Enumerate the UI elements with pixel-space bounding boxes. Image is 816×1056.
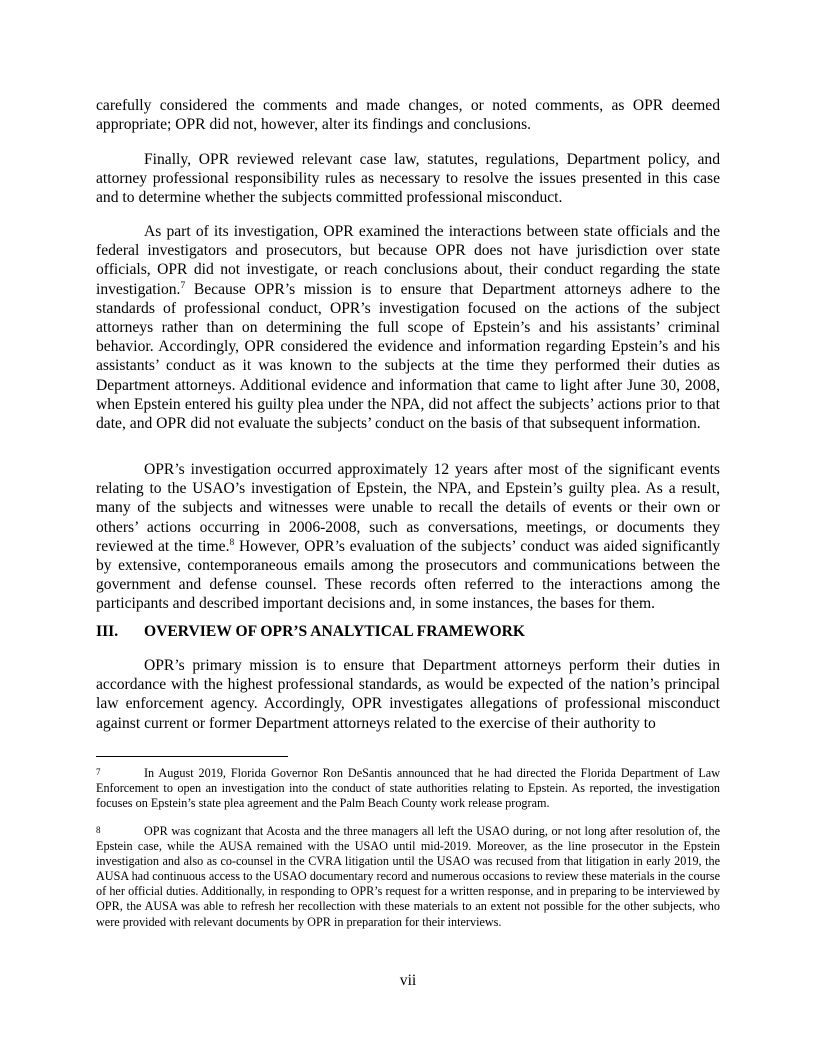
paragraph-mission xyxy=(96,656,720,733)
footnote-mark: 8 xyxy=(96,825,101,835)
footnote-text: OPR was cognizant that Acosta and the three managers all left the USAO during, or not long after resolution of, the Epstein case, while the AUSA remained with the USAO until mid-2019. Moreover, as the line prosecutor in the Epstein investigation and also as co-counsel in the CVRA litigation until the USAO was recused from that litigation in early 2019, the AUSA had continuous access to the USAO documentary record and numerous occasions to review these materials in the course of her official duties. Additionally, in responding to OPR’s request for a written response, and in preparing to be interviewed by OPR, the AUSA was able to refresh her recollection with these materials to an extent not possible for the other subjects, who were provided with relevant documents by OPR in preparation for their interviews. xyxy=(96,824,720,929)
paragraph-state-officials xyxy=(96,222,720,433)
footnote-reference-7[interactable]: 7 xyxy=(180,280,186,291)
footnote-reference-8[interactable]: 8 xyxy=(229,537,235,548)
paragraph-timing xyxy=(96,460,720,614)
footnote-mark: 7 xyxy=(96,767,101,777)
paragraph-text: Finally, OPR reviewed relevant case law, statutes, regulations, Department policy, and attorney professional responsibility rules as necessary to resolve the issues presented in this case and to determine whether the subjects committed professional misconduct. xyxy=(96,151,720,207)
paragraph-text xyxy=(96,222,720,433)
paragraph-text-part: OPR’s investigation occurred approximately 12 years after most of the significant events relating to the USAO’s investigation of Epstein, the NPA, and Epstein’s guilty plea. As a result, many of the subjects and witnesses were unable to recall the details of events or their own or others’ actions occurring in 2006-2008, such as conversations, meetings, or documents they reviewed at the time. xyxy=(96,461,720,555)
paragraph-text-part: As part of its investigation, OPR examined the interactions between state officials and the federal investigators and prosecutors, but because OPR does not have jurisdiction over state officials, OPR did not investigate, or reach conclusions about, their conduct regarding the state investigation. xyxy=(96,223,720,298)
paragraph-text-part: However, OPR’s evaluation of the subjects’ conduct was aided significantly by extensive, contemporaneous emails among the prosecutors and communications between the government and defense counsel. These records often referred to the interactions among the participants and described important decisions and, in some instances, the bases for them. xyxy=(96,537,720,613)
paragraph-legal-review xyxy=(96,150,720,208)
paragraph-text xyxy=(96,460,720,614)
paragraph-text: OPR’s primary mission is to ensure that Department attorneys perform their duties in accordance with the highest professional standards, as would be expected of the nation’s principal law enforcement agency. Accordingly, OPR investigates allegations of professional misconduct against current or former Department attorneys related to the exercise of their authority to xyxy=(96,657,720,732)
paragraph-text: carefully considered the comments and made changes, or noted comments, as OPR deemed appropriate; OPR did not, however, alter its findings and conclusions. xyxy=(96,97,720,134)
section-title: OVERVIEW OF OPR’S ANALYTICAL FRAMEWORK xyxy=(144,623,525,640)
footnote-text: In August 2019, Florida Governor Ron DeSantis announced that he had directed the Florida Department of Law Enforcement to open an investigation into the conduct of state authorities relating to Epstein. As reported, the investigation focuses on Epstein’s state plea agreement and the Palm Beach County work release program. xyxy=(96,766,720,811)
paragraph-text-part: Because OPR’s mission is to ensure that Department attorneys adhere to the standards of professional conduct, OPR’s investigation focused on the actions of the subject attorneys rather than on determining the full scope of Epstein’s and his assistants’ criminal behavior. Accordingly, OPR considered the evidence and information regarding Epstein’s and his assistants’ conduct as it was known to the subjects at the time they performed their duties as Department attorneys. Additional evidence and information that came to light after June 30, 2008, when Epstein entered his guilty plea under the NPA, did not affect the subjects’ actions prior to that date, and OPR did not evaluate the subjects’ conduct on the basis of that subsequent information. xyxy=(96,280,720,433)
section-number: III. xyxy=(96,623,119,640)
footnote-7 xyxy=(96,766,720,811)
footnote-separator xyxy=(96,756,288,757)
footnote-8 xyxy=(96,824,720,930)
section-heading xyxy=(96,622,720,641)
page-number: vii xyxy=(399,972,417,989)
paragraph-continued xyxy=(96,96,720,134)
